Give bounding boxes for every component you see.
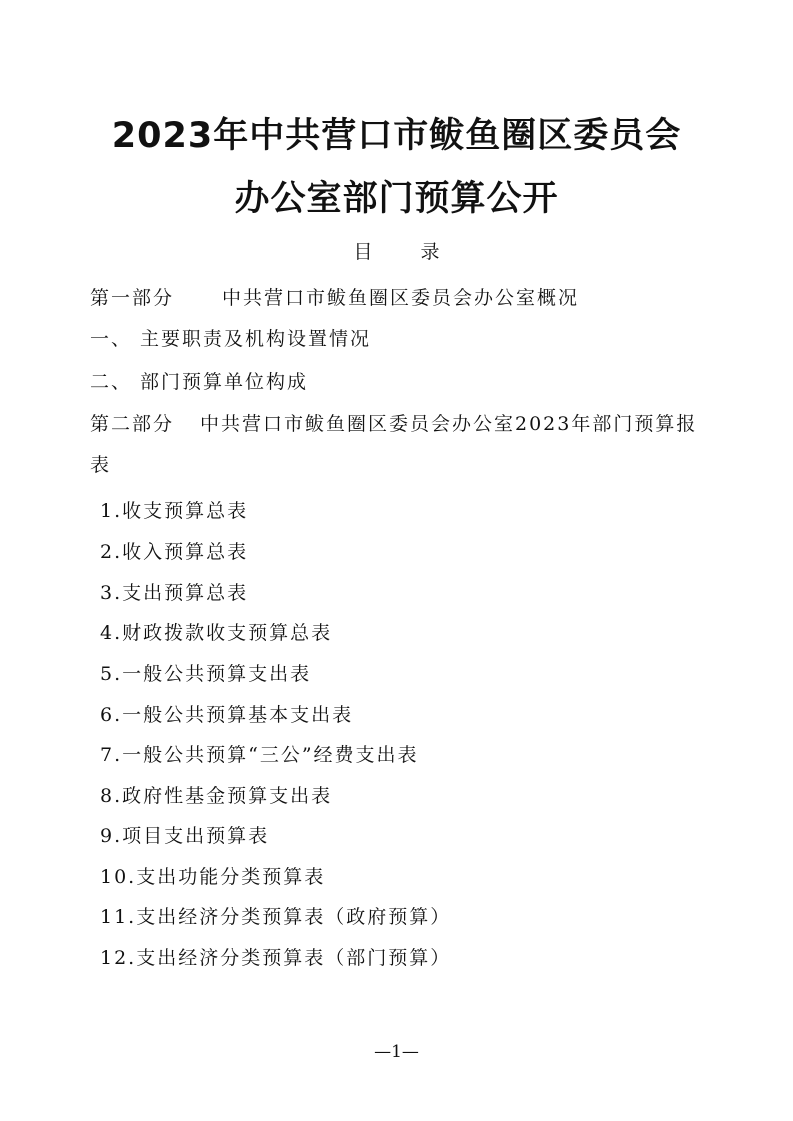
toc-item: 10.支出功能分类预算表 [100, 866, 326, 888]
toc-part1-title: 中共营口市鲅鱼圈区委员会办公室概况 [222, 287, 580, 309]
document-title-line1: 2023年中共营口市鲅鱼圈区委员会 [111, 116, 682, 156]
toc-part1 [90, 284, 579, 312]
toc-item: 8.政府性基金预算支出表 [100, 785, 333, 807]
toc-heading [0, 238, 793, 266]
toc-item: 一、 主要职责及机构设置情况 [90, 328, 372, 350]
toc-item: 3.支出预算总表 [100, 582, 249, 604]
toc-heading-char1: 目 [353, 241, 373, 263]
toc-heading-char2: 录 [420, 241, 440, 263]
toc-item: 9.项目支出预算表 [100, 825, 270, 847]
toc-item: 7.一般公共预算“三公”经费支出表 [100, 744, 419, 766]
toc-item: 2.收入预算总表 [100, 541, 249, 563]
toc-item: 12.支出经济分类预算表（部门预算） [100, 947, 452, 969]
document-title-line2: 办公室部门预算公开 [234, 179, 559, 219]
toc-part2-title-cont: 表 [90, 454, 112, 476]
toc-item: 5.一般公共预算支出表 [100, 663, 312, 685]
toc-item: 1.收支预算总表 [100, 500, 249, 522]
toc-item: 6.一般公共预算基本支出表 [100, 704, 354, 726]
toc-part2-label: 第二部分 [90, 413, 175, 435]
toc-item: 11.支出经济分类预算表（政府预算） [100, 906, 452, 928]
toc-item: 4.财政拨款收支预算总表 [100, 622, 333, 644]
toc-item: 二、 部门预算单位构成 [90, 371, 309, 393]
page-number: —1— [374, 1042, 419, 1062]
toc-part1-label: 第一部分 [90, 287, 175, 309]
toc-part2 [90, 410, 697, 438]
toc-part2-title: 中共营口市鲅鱼圈区委员会办公室2023年部门预算报 [200, 413, 698, 435]
